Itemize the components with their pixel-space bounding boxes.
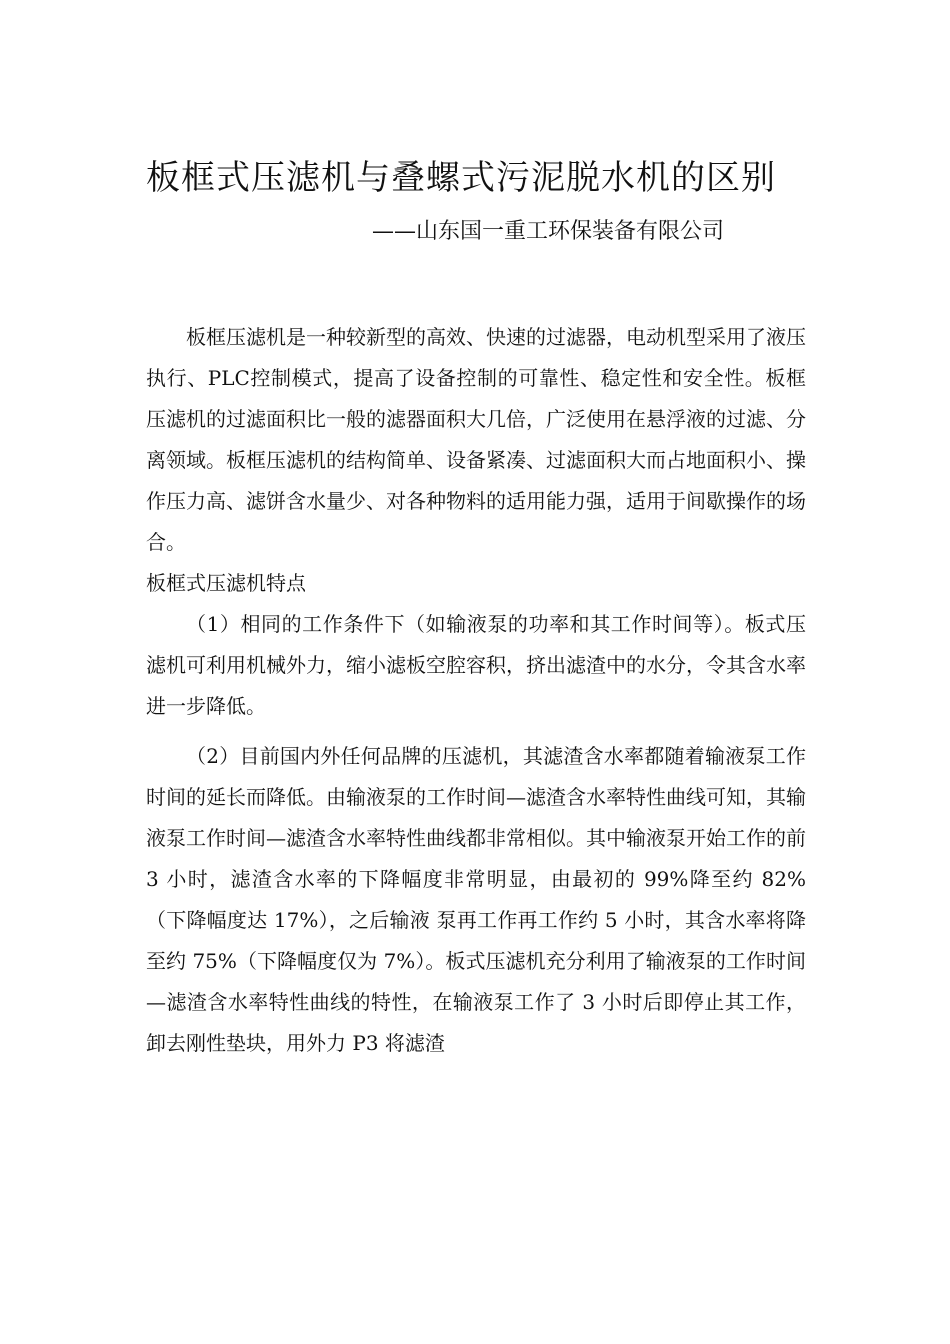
- paragraph-spacer: [146, 727, 806, 736]
- paragraph-point-2: （2）目前国内外任何品牌的压滤机，其滤渣含水率都随着输液泵工作时间的延长而降低。由输液泵的工作时间—滤渣含水率特性曲线可知，其输液泵工作时间—滤渣含水率特性曲线都非常相似。其中输液泵开始工作的前 3 小时，滤渣含水率的下降幅度非常明显，由最初的 99%降至约 82%（下降幅度达 17%），之后输液 泵再工作再工作约 5 小时，其含水率将降至约 75%（下降幅度仅为 7%）。板式压滤机充分利用了输液泵的工作时间—滤渣含水率特性曲线的特性，在输液泵工作了 3 小时后即停止其工作，卸去刚性垫块，用外力 P3 将滤渣: [146, 744, 806, 1055]
- paragraph-point-1: （1）相同的工作条件下（如输液泵的功率和其工作时间等）。板式压滤机可利用机械外力，缩小滤板空腔容积，挤出滤渣中的水分，令其含水率进一步降低。: [146, 612, 806, 718]
- document-title: 板框式压滤机与叠螺式污泥脱水机的区别: [146, 158, 776, 198]
- paragraph-intro: 板框压滤机是一种较新型的高效、快速的过滤器，电动机型采用了液压执行、PLC控制模式，提高了设备控制的可靠性、稳定性和安全性。板框压滤机的过滤面积比一般的滤器面积大几倍，广泛使用在悬浮液的过滤、分离领域。板框压滤机的结构简单、设备紧凑、过滤面积大而占地面积小、操作压力高、滤饼含水量少、对各种物料的适用能力强，适用于间歇操作的场合。: [146, 325, 806, 554]
- section-heading: 板框式压滤机特点: [146, 571, 306, 595]
- document-body: [146, 317, 806, 1064]
- document-subtitle: ——山东国一重工环保装备有限公司: [372, 219, 725, 244]
